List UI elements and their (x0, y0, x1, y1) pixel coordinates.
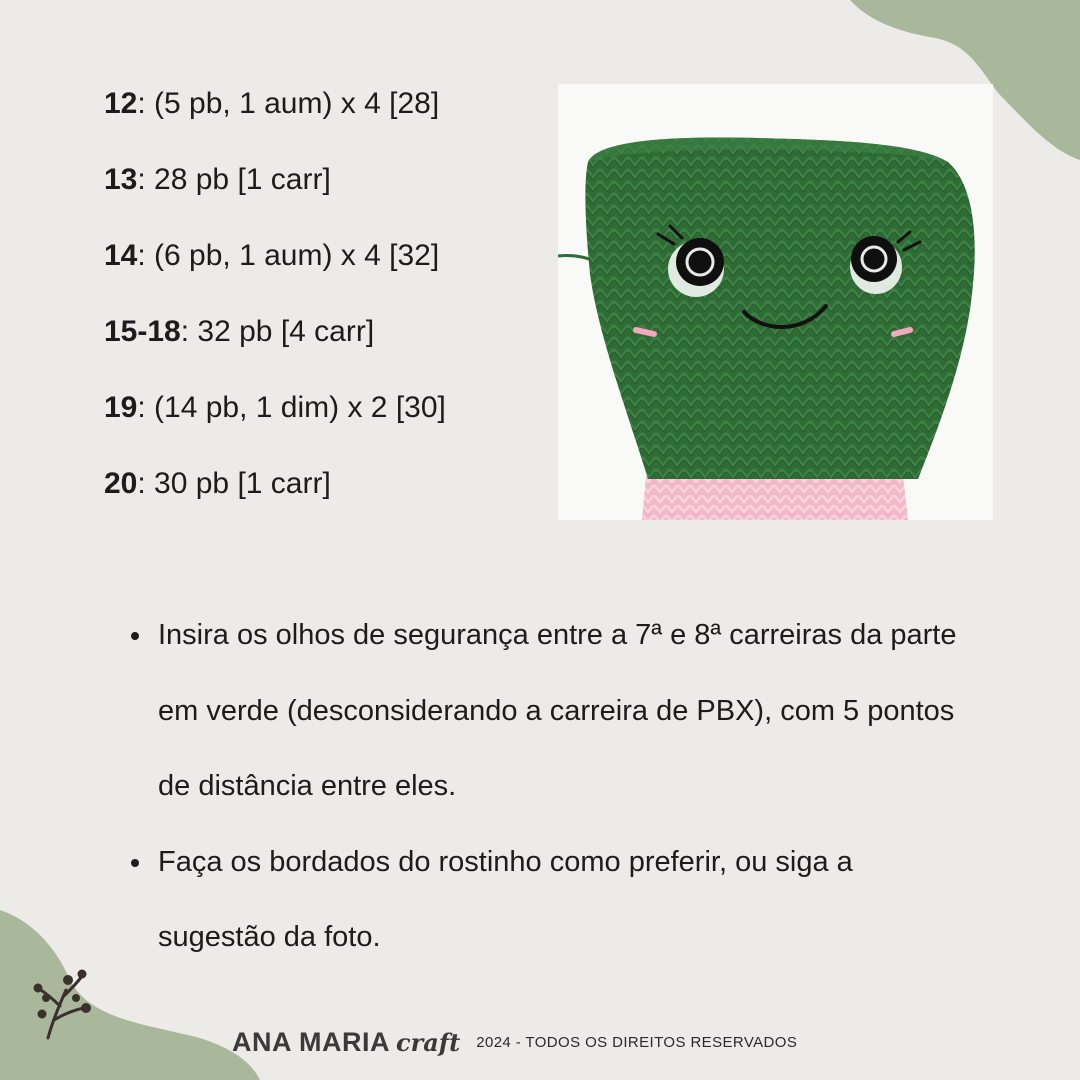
footer (232, 1022, 797, 1062)
round-number: 19 (104, 391, 138, 424)
brand-craft: craft (395, 1027, 461, 1057)
round-instruction: : (14 pb, 1 dim) x 2 [30] (137, 391, 446, 424)
sprig-icon (30, 968, 92, 1040)
round-row (104, 306, 446, 382)
instruction-list (128, 598, 968, 976)
round-number: 12 (104, 87, 138, 120)
round-number: 15-18 (104, 315, 181, 348)
round-instruction: : 28 pb [1 carr] (137, 163, 331, 196)
round-instruction: : (6 pb, 1 aum) x 4 [32] (137, 239, 440, 272)
copyright-text: 2024 - TODOS OS DIREITOS RESERVADOS (476, 1033, 798, 1051)
round-row (104, 458, 446, 534)
round-number: 20 (104, 467, 138, 500)
round-instruction: : 32 pb [4 carr] (180, 315, 375, 348)
round-row (104, 78, 446, 154)
crochet-photo (558, 84, 993, 520)
round-instruction: : 30 pb [1 carr] (137, 467, 331, 500)
round-number: 13 (104, 163, 138, 196)
instruction-item: Insira os olhos de segurança entre a 7ª e 8ª carreiras da parte em verde (desconsiderando a carreira de PBX), com 5 pontos de distância entre eles. (128, 598, 968, 825)
round-number: 14 (104, 239, 138, 272)
instruction-item: Faça os bordados do rostinho como preferir, ou siga a sugestão da foto. (128, 825, 968, 976)
round-instruction: : (5 pb, 1 aum) x 4 [28] (137, 87, 440, 120)
round-row (104, 154, 446, 230)
rounds-list (104, 78, 446, 534)
round-row (104, 230, 446, 306)
round-row (104, 382, 446, 458)
brand-name: ANA MARIA (232, 1026, 390, 1057)
